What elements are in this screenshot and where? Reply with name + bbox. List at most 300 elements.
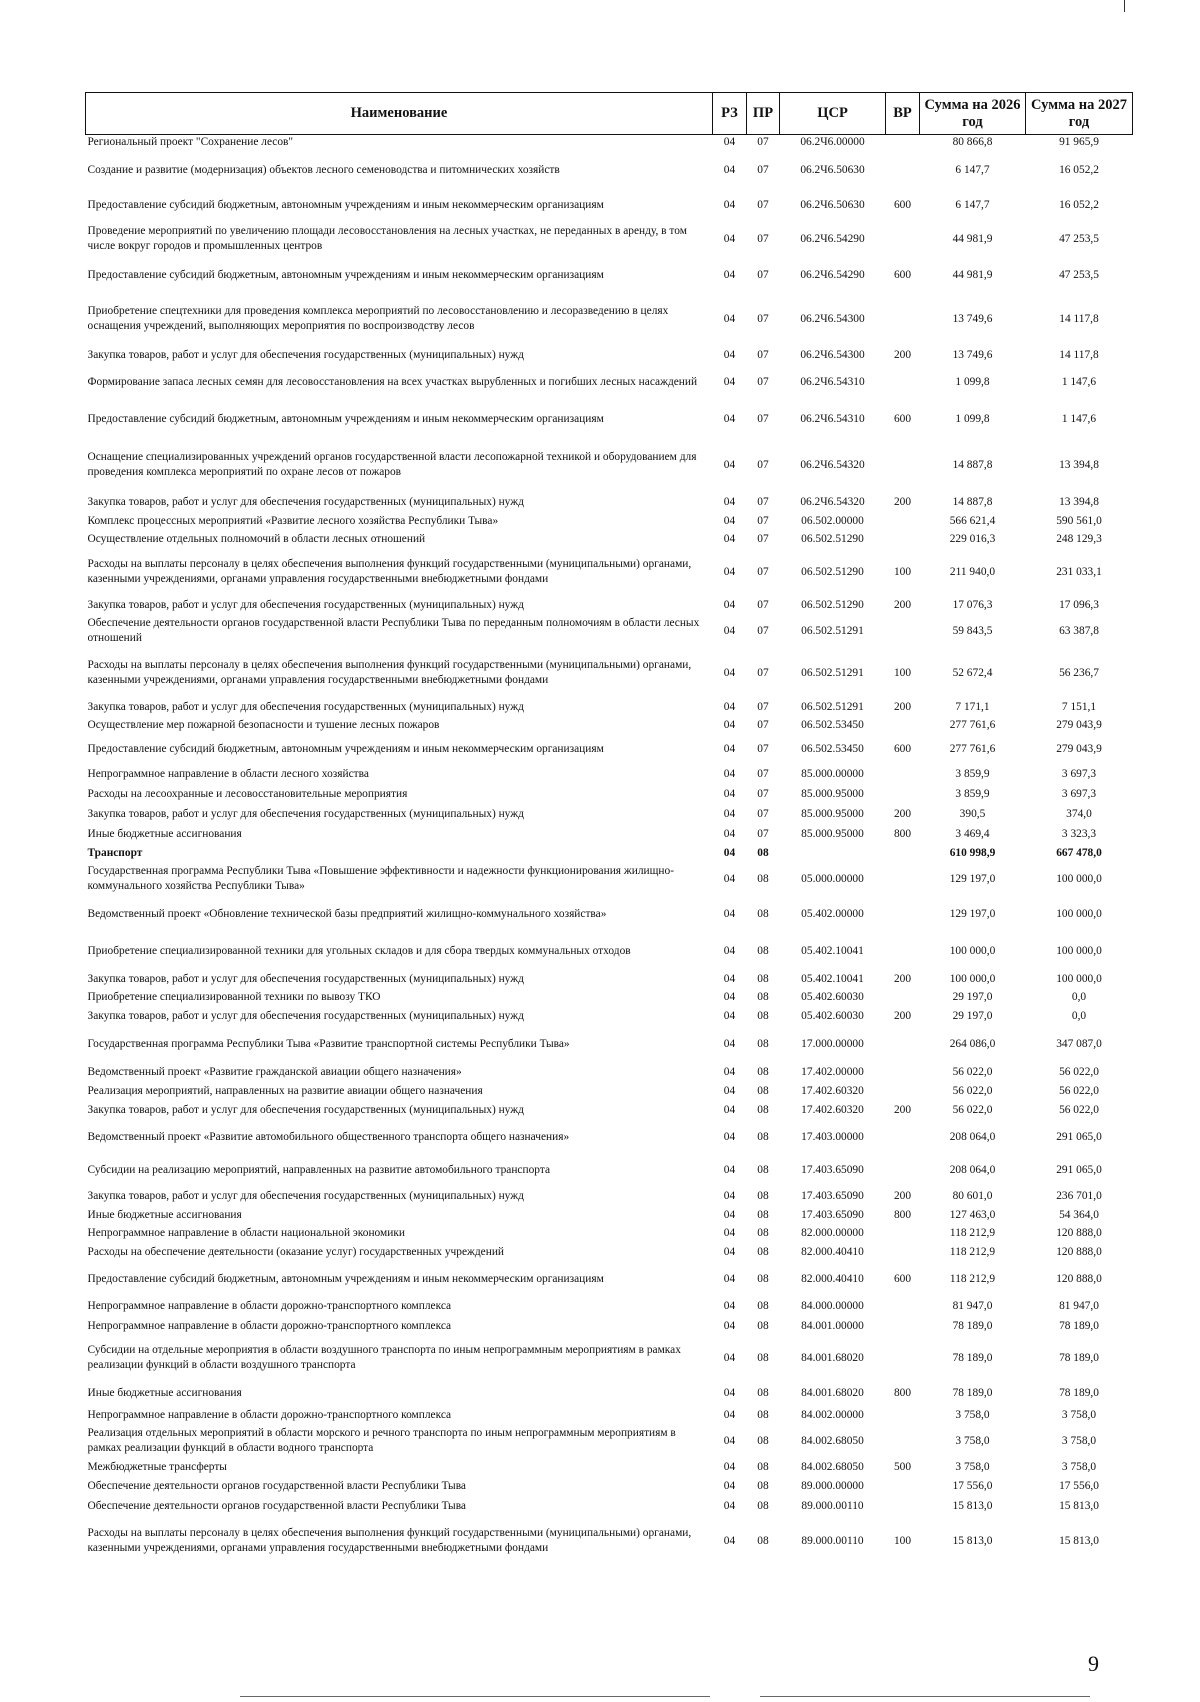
row-name: Закупка товаров, работ и услуг для обеспечения государственных (муниципальных) нужд xyxy=(87,495,524,508)
table-row xyxy=(86,1186,1133,1206)
row-sum-2026: 15 813,0 xyxy=(952,1499,993,1512)
row-sum-2027: 291 065,0 xyxy=(1056,1130,1102,1143)
row-sum-2027: 0,0 xyxy=(1071,1009,1087,1022)
row-rz: 04 xyxy=(723,514,736,527)
row-pr: 08 xyxy=(757,1084,769,1097)
row-name: Непрограммное направление в области дорожно-транспортного комплекса xyxy=(87,1319,452,1332)
row-csr: 17.403.65090 xyxy=(801,1208,864,1221)
row-vr: 500 xyxy=(893,1460,912,1473)
row-csr: 17.403.65090 xyxy=(801,1189,864,1202)
table-row xyxy=(86,1458,1133,1476)
row-pr: 07 xyxy=(757,718,769,731)
row-name: Субсидии на реализацию мероприятий, направленных на развитие автомобильного транспорта xyxy=(87,1163,550,1176)
table-row xyxy=(86,1336,1133,1380)
row-sum-2027: 63 387,8 xyxy=(1059,624,1099,637)
row-csr: 06.2Ч6.50630 xyxy=(800,198,865,211)
row-sum-2027: 56 022,0 xyxy=(1059,1103,1099,1116)
row-rz: 04 xyxy=(723,232,736,245)
row-vr: 200 xyxy=(893,807,912,820)
row-sum-2026: 129 197,0 xyxy=(949,907,996,920)
row-sum-2027: 3 758,0 xyxy=(1061,1460,1097,1473)
row-rz: 04 xyxy=(723,1103,736,1116)
row-csr: 06.2Ч6.00000 xyxy=(800,136,865,148)
row-name: Ведомственный проект «Развитие гражданской авиации общего назначения» xyxy=(87,1065,462,1078)
row-csr: 06.502.51291 xyxy=(801,700,864,713)
row-name: Расходы на выплаты персоналу в целях обеспечения выполнения функций государственными (муниципальными) органами, казенными учреждениями, органами управления государственными внебюджетными фондами xyxy=(87,558,692,585)
row-rz: 04 xyxy=(723,163,736,176)
row-sum-2026: 100 000,0 xyxy=(949,972,996,985)
table-row xyxy=(86,1406,1133,1424)
table-row xyxy=(86,1242,1133,1262)
table-row xyxy=(86,1006,1133,1026)
row-pr: 08 xyxy=(757,1408,769,1421)
row-name: Реализация отдельных мероприятий в области морского и речного транспорта по иным непрограммным мероприятиям в рамках реализации функций в области водного транспорта xyxy=(87,1427,676,1454)
row-sum-2027: 16 052,2 xyxy=(1059,163,1099,176)
row-csr: 06.502.00000 xyxy=(801,514,864,527)
table-row xyxy=(86,1316,1133,1336)
row-sum-2026: 100 000,0 xyxy=(949,944,996,957)
row-sum-2026: 78 189,0 xyxy=(952,1386,993,1399)
table-row xyxy=(86,258,1133,292)
row-pr: 08 xyxy=(757,1009,769,1022)
row-csr: 82.000.40410 xyxy=(801,1272,864,1285)
table-row xyxy=(86,1476,1133,1496)
row-sum-2026: 13 749,6 xyxy=(952,312,993,325)
row-csr: 06.2Ч6.54300 xyxy=(800,312,865,325)
row-pr: 07 xyxy=(757,495,769,508)
row-name: Проведение мероприятий по увеличению площади лесовосстановления на лесных участках, не переданных в аренду, в том числе вокруг городов и промышленных центров xyxy=(87,225,687,252)
row-vr xyxy=(886,512,920,530)
row-rz: 04 xyxy=(723,1084,736,1097)
row-pr: 07 xyxy=(757,268,769,281)
table-row xyxy=(86,844,1133,862)
row-vr xyxy=(886,1424,920,1458)
row-rz: 04 xyxy=(723,1245,736,1258)
row-vr xyxy=(886,988,920,1006)
row-sum-2027: 14 117,8 xyxy=(1059,312,1099,325)
row-rz: 04 xyxy=(723,1163,736,1176)
row-csr: 84.001.68020 xyxy=(801,1386,864,1399)
row-vr: 100 xyxy=(893,666,912,679)
row-pr: 08 xyxy=(757,1163,769,1176)
row-sum-2027: 590 561,0 xyxy=(1056,514,1102,527)
row-name: Закупка товаров, работ и услуг для обеспечения государственных (муниципальных) нужд xyxy=(87,598,524,611)
row-rz: 04 xyxy=(723,846,736,859)
row-vr xyxy=(886,1026,920,1062)
row-rz: 04 xyxy=(723,565,736,578)
row-name: Закупка товаров, работ и услуг для обеспечения государственных (муниципальных) нужд xyxy=(87,807,524,820)
row-vr xyxy=(886,784,920,804)
row-vr: 100 xyxy=(893,1534,912,1547)
row-rz: 04 xyxy=(723,1479,736,1492)
row-pr: 08 xyxy=(757,1065,769,1078)
row-pr: 08 xyxy=(757,1351,769,1364)
row-vr: 200 xyxy=(893,972,912,985)
row-vr: 800 xyxy=(893,1386,912,1399)
row-sum-2027: 56 022,0 xyxy=(1059,1084,1099,1097)
row-sum-2027: 13 394,8 xyxy=(1059,495,1099,508)
table-row xyxy=(86,492,1133,512)
row-pr: 07 xyxy=(757,312,769,325)
row-csr: 05.402.10041 xyxy=(801,972,864,985)
row-csr: 06.502.51290 xyxy=(801,598,864,611)
row-rz: 04 xyxy=(723,1130,736,1143)
row-rz: 04 xyxy=(723,827,736,840)
row-sum-2026: 208 064,0 xyxy=(949,1130,996,1143)
row-sum-2026: 6 147,7 xyxy=(955,198,990,211)
row-name: Ведомственный проект «Обновление технической базы предприятий жилищно-коммунального хозяйства» xyxy=(87,907,607,920)
row-pr: 08 xyxy=(757,1460,769,1473)
row-sum-2026: 56 022,0 xyxy=(952,1103,993,1116)
table-row xyxy=(86,932,1133,970)
row-rz: 04 xyxy=(723,1009,736,1022)
row-name: Приобретение специализированной техники для угольных складов и для сбора твердых коммунальных отходов xyxy=(87,944,631,957)
row-vr xyxy=(886,530,920,548)
row-name: Государственная программа Республики Тыва «Повышение эффективности и надежности функционирования жилищно-коммунального хозяйства Республики Тыва» xyxy=(87,865,674,892)
row-vr xyxy=(886,1336,920,1380)
row-rz: 04 xyxy=(723,348,736,361)
row-csr: 82.000.40410 xyxy=(801,1245,864,1258)
table-header xyxy=(86,93,1133,135)
row-pr: 07 xyxy=(757,532,769,545)
row-csr: 06.2Ч6.54290 xyxy=(800,268,865,281)
row-sum-2027: 47 253,5 xyxy=(1059,232,1099,245)
page-number: 9 xyxy=(1088,1651,1099,1676)
row-pr: 07 xyxy=(757,232,769,245)
row-sum-2027: 120 888,0 xyxy=(1056,1272,1102,1285)
table-row xyxy=(86,764,1133,784)
header-name: Наименование xyxy=(86,93,713,135)
row-sum-2026: 1 099,8 xyxy=(955,412,990,425)
table-row xyxy=(86,1154,1133,1186)
row-csr: 06.2Ч6.54310 xyxy=(800,375,865,388)
row-pr: 08 xyxy=(757,1189,769,1202)
row-rz: 04 xyxy=(723,1534,736,1547)
row-vr: 600 xyxy=(893,198,912,211)
row-name: Предоставление субсидий бюджетным, автономным учреждениям и иным некоммерческим организациям xyxy=(87,1272,604,1285)
row-csr: 85.000.95000 xyxy=(801,827,864,840)
row-pr: 07 xyxy=(757,198,769,211)
row-csr: 85.000.00000 xyxy=(801,767,864,780)
row-name: Закупка товаров, работ и услуг для обеспечения государственных (муниципальных) нужд xyxy=(87,348,524,361)
row-vr xyxy=(886,862,920,896)
row-rz: 04 xyxy=(723,136,736,148)
row-rz: 04 xyxy=(723,1460,736,1473)
row-sum-2026: 3 758,0 xyxy=(955,1460,990,1473)
row-name: Закупка товаров, работ и услуг для обеспечения государственных (муниципальных) нужд xyxy=(87,700,524,713)
row-sum-2026: 118 212,9 xyxy=(949,1226,996,1239)
row-csr: 17.000.00000 xyxy=(801,1037,864,1050)
row-vr: 800 xyxy=(893,827,912,840)
row-csr: 06.502.53450 xyxy=(801,718,864,731)
table-row xyxy=(86,1516,1133,1566)
row-rz: 04 xyxy=(723,1408,736,1421)
row-csr: 89.000.00110 xyxy=(801,1534,864,1547)
row-sum-2027: 47 253,5 xyxy=(1059,268,1099,281)
row-sum-2027: 7 151,1 xyxy=(1061,700,1097,713)
row-name: Иные бюджетные ассигнования xyxy=(87,1386,242,1399)
row-csr: 06.502.51291 xyxy=(801,624,864,637)
row-sum-2026: 15 813,0 xyxy=(952,1534,993,1547)
row-rz: 04 xyxy=(723,700,736,713)
row-vr: 600 xyxy=(893,1272,912,1285)
row-vr: 200 xyxy=(893,495,912,508)
row-vr xyxy=(886,438,920,492)
row-sum-2026: 211 940,0 xyxy=(949,565,996,578)
row-rz: 04 xyxy=(723,1351,736,1364)
row-sum-2027: 120 888,0 xyxy=(1056,1226,1102,1239)
row-vr: 200 xyxy=(893,348,912,361)
row-vr xyxy=(886,150,920,190)
row-sum-2027: 347 087,0 xyxy=(1056,1037,1102,1050)
row-csr: 06.2Ч6.54320 xyxy=(800,495,865,508)
row-rz: 04 xyxy=(723,532,736,545)
row-sum-2027: 78 189,0 xyxy=(1059,1386,1099,1399)
row-sum-2027: 100 000,0 xyxy=(1056,872,1102,885)
row-sum-2027: 0,0 xyxy=(1071,990,1087,1003)
row-csr xyxy=(780,844,886,862)
row-sum-2026: 3 758,0 xyxy=(955,1434,990,1447)
row-sum-2027: 100 000,0 xyxy=(1056,972,1102,985)
row-pr: 07 xyxy=(757,787,769,800)
row-sum-2027: 17 556,0 xyxy=(1059,1479,1099,1492)
row-pr: 08 xyxy=(757,1499,769,1512)
row-pr: 08 xyxy=(757,1103,769,1116)
row-sum-2027: 231 033,1 xyxy=(1056,565,1102,578)
row-csr: 85.000.95000 xyxy=(801,787,864,800)
row-rz: 04 xyxy=(723,872,736,885)
row-pr: 07 xyxy=(757,624,769,637)
row-sum-2026: 118 212,9 xyxy=(949,1245,996,1258)
table-row xyxy=(86,548,1133,596)
row-csr: 17.403.65090 xyxy=(801,1163,864,1176)
row-rz: 04 xyxy=(723,1319,736,1332)
budget-table xyxy=(85,92,1133,1566)
row-pr: 08 xyxy=(757,1534,769,1547)
row-pr: 08 xyxy=(757,1434,769,1447)
row-pr: 08 xyxy=(757,872,769,885)
row-sum-2027: 1 147,6 xyxy=(1061,412,1097,425)
row-pr: 07 xyxy=(757,163,769,176)
row-vr xyxy=(886,1242,920,1262)
row-sum-2027: 91 965,9 xyxy=(1059,136,1099,148)
row-csr: 17.402.00000 xyxy=(801,1065,864,1078)
row-rz: 04 xyxy=(723,767,736,780)
row-pr: 07 xyxy=(757,807,769,820)
row-vr: 100 xyxy=(893,565,912,578)
row-name: Непрограммное направление в области национальной экономики xyxy=(87,1226,405,1239)
row-rz: 04 xyxy=(723,1065,736,1078)
row-sum-2026: 52 672,4 xyxy=(952,666,993,679)
table-row xyxy=(86,648,1133,698)
row-sum-2026: 44 981,9 xyxy=(952,232,993,245)
row-sum-2027: 56 022,0 xyxy=(1059,1065,1099,1078)
row-vr xyxy=(886,614,920,648)
row-csr: 06.502.51290 xyxy=(801,532,864,545)
row-vr: 200 xyxy=(893,700,912,713)
row-pr: 07 xyxy=(757,136,769,148)
header-vr: ВР xyxy=(886,93,920,135)
row-sum-2027: 56 236,7 xyxy=(1059,666,1099,679)
row-rz: 04 xyxy=(723,787,736,800)
row-csr: 84.000.00000 xyxy=(801,1299,864,1312)
row-name: Расходы на лесоохранные и лесовосстановительные мероприятия xyxy=(87,787,408,800)
row-rz: 04 xyxy=(723,412,736,425)
row-csr: 17.402.60320 xyxy=(801,1103,864,1116)
row-sum-2026: 3 859,9 xyxy=(955,787,990,800)
row-sum-2027: 374,0 xyxy=(1066,807,1092,820)
row-vr xyxy=(886,716,920,734)
row-pr: 08 xyxy=(757,907,769,920)
row-csr: 17.402.60320 xyxy=(801,1084,864,1097)
table-body xyxy=(86,135,1133,1567)
row-csr: 05.402.00000 xyxy=(801,907,864,920)
row-sum-2027: 54 364,0 xyxy=(1059,1208,1099,1221)
row-sum-2027: 3 697,3 xyxy=(1061,767,1097,780)
row-csr: 84.002.00000 xyxy=(801,1408,864,1421)
row-pr: 08 xyxy=(757,1130,769,1143)
row-pr: 08 xyxy=(757,1386,769,1399)
row-rz: 04 xyxy=(723,666,736,679)
table-row xyxy=(86,1380,1133,1406)
table-row xyxy=(86,1062,1133,1082)
row-vr xyxy=(886,1120,920,1154)
row-csr: 05.402.60030 xyxy=(801,1009,864,1022)
row-rz: 04 xyxy=(723,198,736,211)
row-sum-2026: 59 843,5 xyxy=(952,624,993,637)
table-row xyxy=(86,438,1133,492)
row-sum-2026: 229 016,3 xyxy=(949,532,996,545)
row-pr: 07 xyxy=(757,700,769,713)
row-sum-2026: 81 947,0 xyxy=(952,1299,993,1312)
row-vr xyxy=(886,1496,920,1516)
table-row xyxy=(86,734,1133,764)
row-sum-2026: 3 859,9 xyxy=(955,767,990,780)
row-pr: 08 xyxy=(757,1208,769,1221)
table-row xyxy=(86,896,1133,932)
row-vr: 600 xyxy=(893,412,912,425)
row-sum-2026: 80 866,8 xyxy=(952,136,993,148)
row-csr: 05.402.10041 xyxy=(801,944,864,957)
row-name: Закупка товаров, работ и услуг для обеспечения государственных (муниципальных) нужд xyxy=(87,972,524,985)
row-sum-2026: 78 189,0 xyxy=(952,1319,993,1332)
row-sum-2027: 15 813,0 xyxy=(1059,1534,1099,1547)
row-pr: 07 xyxy=(757,598,769,611)
row-vr xyxy=(886,292,920,346)
row-sum-2026: 610 998,9 xyxy=(949,846,996,859)
row-rz: 04 xyxy=(723,268,736,281)
table-row xyxy=(86,1224,1133,1242)
row-name: Предоставление субсидий бюджетным, автономным учреждениям и иным некоммерческим организациям xyxy=(87,198,604,211)
row-sum-2027: 120 888,0 xyxy=(1056,1245,1102,1258)
row-sum-2026: 80 601,0 xyxy=(952,1189,993,1202)
row-sum-2026: 13 749,6 xyxy=(952,348,993,361)
row-sum-2026: 29 197,0 xyxy=(952,990,993,1003)
row-sum-2027: 3 697,3 xyxy=(1061,787,1097,800)
row-vr xyxy=(886,220,920,258)
footer-rule xyxy=(760,1696,1090,1697)
row-sum-2027: 13 394,8 xyxy=(1059,458,1099,471)
row-csr: 82.000.00000 xyxy=(801,1226,864,1239)
row-sum-2027: 14 117,8 xyxy=(1059,348,1099,361)
table-row xyxy=(86,698,1133,716)
row-name: Реализация мероприятий, направленных на развитие авиации общего назначения xyxy=(87,1084,483,1097)
row-sum-2026: 14 887,8 xyxy=(952,495,993,508)
header-csr: ЦСР xyxy=(780,93,886,135)
row-csr: 06.2Ч6.50630 xyxy=(800,163,865,176)
row-pr: 07 xyxy=(757,666,769,679)
table-row xyxy=(86,1100,1133,1120)
row-name: Осуществление отдельных полномочий в области лесных отношений xyxy=(87,532,426,545)
row-name: Транспорт xyxy=(87,846,143,859)
row-rz: 04 xyxy=(723,990,736,1003)
row-sum-2026: 3 758,0 xyxy=(955,1408,990,1421)
row-csr: 84.002.68050 xyxy=(801,1460,864,1473)
row-sum-2026: 6 147,7 xyxy=(955,163,990,176)
table-row xyxy=(86,512,1133,530)
row-pr: 08 xyxy=(757,1299,769,1312)
row-name: Формирование запаса лесных семян для лесовосстановления на всех участках вырубленных и погибших лесных насаждений xyxy=(87,375,698,388)
row-name: Обеспечение деятельности органов государственной власти Республики Тыва xyxy=(87,1479,466,1492)
row-name: Предоставление субсидий бюджетным, автономным учреждениям и иным некоммерческим организациям xyxy=(87,268,604,281)
row-name: Непрограммное направление в области дорожно-транспортного комплекса xyxy=(87,1299,452,1312)
row-pr: 08 xyxy=(757,1272,769,1285)
row-sum-2027: 17 096,3 xyxy=(1059,598,1099,611)
table-row xyxy=(86,596,1133,614)
row-name: Комплекс процессных мероприятий «Развитие лесного хозяйства Республики Тыва» xyxy=(87,514,499,527)
row-sum-2026: 44 981,9 xyxy=(952,268,993,281)
row-rz: 04 xyxy=(723,807,736,820)
row-csr: 06.2Ч6.54310 xyxy=(800,412,865,425)
row-sum-2026: 277 761,6 xyxy=(949,718,996,731)
row-name: Региональный проект "Сохранение лесов" xyxy=(87,136,294,148)
row-name: Осуществление мер пожарной безопасности и тушение лесных пожаров xyxy=(87,718,440,731)
row-rz: 04 xyxy=(723,495,736,508)
row-csr: 06.502.53450 xyxy=(801,742,864,755)
row-name: Межбюджетные трансферты xyxy=(87,1460,227,1473)
row-rz: 04 xyxy=(723,458,736,471)
row-name: Расходы на выплаты персоналу в целях обеспечения выполнения функций государственными (муниципальными) органами, казенными учреждениями, органами управления государственными внебюджетными фондами xyxy=(87,659,692,686)
row-rz: 04 xyxy=(723,1189,736,1202)
row-name: Расходы на обеспечение деятельности (оказание услуг) государственных учреждений xyxy=(87,1245,505,1258)
row-vr xyxy=(886,1082,920,1100)
row-sum-2027: 15 813,0 xyxy=(1059,1499,1099,1512)
row-name: Приобретение специализированной техники по вывозу ТКО xyxy=(87,990,381,1003)
row-pr: 08 xyxy=(757,1479,769,1492)
row-rz: 04 xyxy=(723,907,736,920)
row-name: Создание и развитие (модернизация) объектов лесного семеноводства и питомнических хозяйств xyxy=(87,163,560,176)
row-vr xyxy=(886,1476,920,1496)
row-pr: 08 xyxy=(757,972,769,985)
row-sum-2027: 81 947,0 xyxy=(1059,1299,1099,1312)
row-rz: 04 xyxy=(723,312,736,325)
table-row xyxy=(86,1296,1133,1316)
row-vr xyxy=(886,896,920,932)
row-rz: 04 xyxy=(723,598,736,611)
row-pr: 07 xyxy=(757,565,769,578)
table-row xyxy=(86,1424,1133,1458)
table-row xyxy=(86,346,1133,364)
row-sum-2026: 56 022,0 xyxy=(952,1065,993,1078)
row-pr: 07 xyxy=(757,742,769,755)
row-vr: 800 xyxy=(893,1208,912,1221)
table-row xyxy=(86,716,1133,734)
table-row xyxy=(86,292,1133,346)
header-sum-2027: Сумма на 2027 год xyxy=(1026,93,1133,135)
row-sum-2027: 100 000,0 xyxy=(1056,944,1102,957)
row-pr: 08 xyxy=(757,1226,769,1239)
scan-edge-mark xyxy=(1124,0,1125,12)
